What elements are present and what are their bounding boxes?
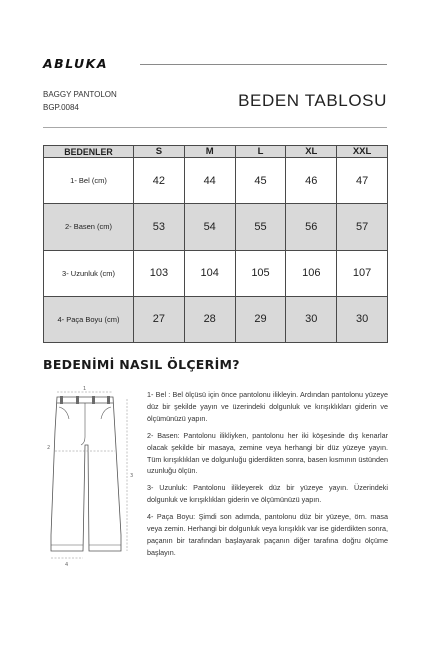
table-cell: 30	[337, 296, 388, 342]
brand-logo: ABLUKA	[43, 56, 108, 71]
step-hem: 4- Paça Boyu: Şimdi son adımda, pantolonu düz bir yüzeye, örn. masa veya zemin. Herhangi bir dolgunluk veya kırışıklık var ise giderdikten sonra, paçanın bir tarafından başlayarak paçanın diğer tarafına doğru ölçüme başlayın.	[147, 512, 388, 557]
label-4: 4	[65, 562, 69, 568]
table-cell: 53	[134, 204, 185, 250]
row-label: 4- Paça Boyu (cm)	[44, 296, 134, 342]
belt-loop-2	[76, 396, 79, 404]
pants-measurement-diagram	[43, 385, 143, 575]
label-3: 3	[130, 473, 134, 479]
measurement-instructions	[147, 389, 388, 564]
table-header-row	[44, 146, 388, 158]
page-title: BEDEN TABLOSU	[238, 91, 387, 110]
table-cell: 29	[235, 296, 286, 342]
belt-loop-1	[60, 396, 63, 404]
table-cell: 47	[337, 158, 388, 204]
column-header-s: S	[134, 146, 185, 158]
column-header-l: L	[235, 146, 286, 158]
belt-loop-4	[107, 396, 110, 404]
table-cell: 28	[184, 296, 235, 342]
pants-outline	[51, 397, 121, 551]
product-name: BAGGY PANTOLON	[43, 90, 117, 99]
table-row-waist	[44, 158, 388, 204]
step-length: 3- Uzunluk: Pantolonu ilikleyerek düz bir yüzeye yayın. Üzerindeki dolgunluk ve kırışıklıkları giderin ve ölçümünüzü yapın.	[147, 483, 388, 505]
table-cell: 107	[337, 250, 388, 296]
table-cell: 46	[286, 158, 337, 204]
table-cell: 103	[134, 250, 185, 296]
table-row-length	[44, 250, 388, 296]
table-cell: 105	[235, 250, 286, 296]
title-divider	[43, 127, 387, 128]
size-chart-table	[43, 145, 388, 343]
table-cell: 44	[184, 158, 235, 204]
front-pocket-right	[101, 407, 111, 419]
column-header-m: M	[184, 146, 235, 158]
table-cell: 104	[184, 250, 235, 296]
table-cell: 27	[134, 296, 185, 342]
column-header-sizes: BEDENLER	[44, 146, 134, 158]
row-label: 2- Basen (cm)	[44, 204, 134, 250]
table-cell: 106	[286, 250, 337, 296]
column-header-xxl: XXL	[337, 146, 388, 158]
table-cell: 55	[235, 204, 286, 250]
table-cell: 57	[337, 204, 388, 250]
table-cell: 45	[235, 158, 286, 204]
fly-line	[81, 403, 85, 445]
product-info	[43, 88, 117, 114]
product-code: BGP.0084	[43, 103, 79, 112]
label-2: 2	[47, 445, 51, 451]
column-header-xl: XL	[286, 146, 337, 158]
belt-loop-3	[92, 396, 95, 404]
step-hip: 2- Basen: Pantolonu ilikliyken, pantolonu her iki köşesinde dış kenarlar olacak şekilde bir masaya, zemine veya herhangi bir düz yüzeye yayın. Tüm kırışıklıkları ve dolgunluğu giderdikten sonra, basen kısmının üstünden uzunluğu ölçün.	[147, 430, 388, 476]
table-cell: 56	[286, 204, 337, 250]
row-label: 1- Bel (cm)	[44, 158, 134, 204]
front-pocket-left	[59, 407, 69, 419]
table-cell: 54	[184, 204, 235, 250]
how-to-measure-heading: BEDENİMİ NASIL ÖLÇERİM?	[43, 357, 240, 372]
row-label: 3- Uzunluk (cm)	[44, 250, 134, 296]
header-divider	[140, 64, 387, 65]
step-waist: 1- Bel : Bel ölçüsü için önce pantolonu ilikleyin. Ardından pantolonu yüzeye düz bir şekilde yayın ve üzerindeki dolgunluk ve kırışıklıkları giderin ve ölçümünüzü yapın.	[147, 390, 388, 423]
table-cell: 42	[134, 158, 185, 204]
table-row-hip	[44, 204, 388, 250]
table-row-hem	[44, 296, 388, 342]
table-cell: 30	[286, 296, 337, 342]
label-1: 1	[83, 386, 87, 392]
